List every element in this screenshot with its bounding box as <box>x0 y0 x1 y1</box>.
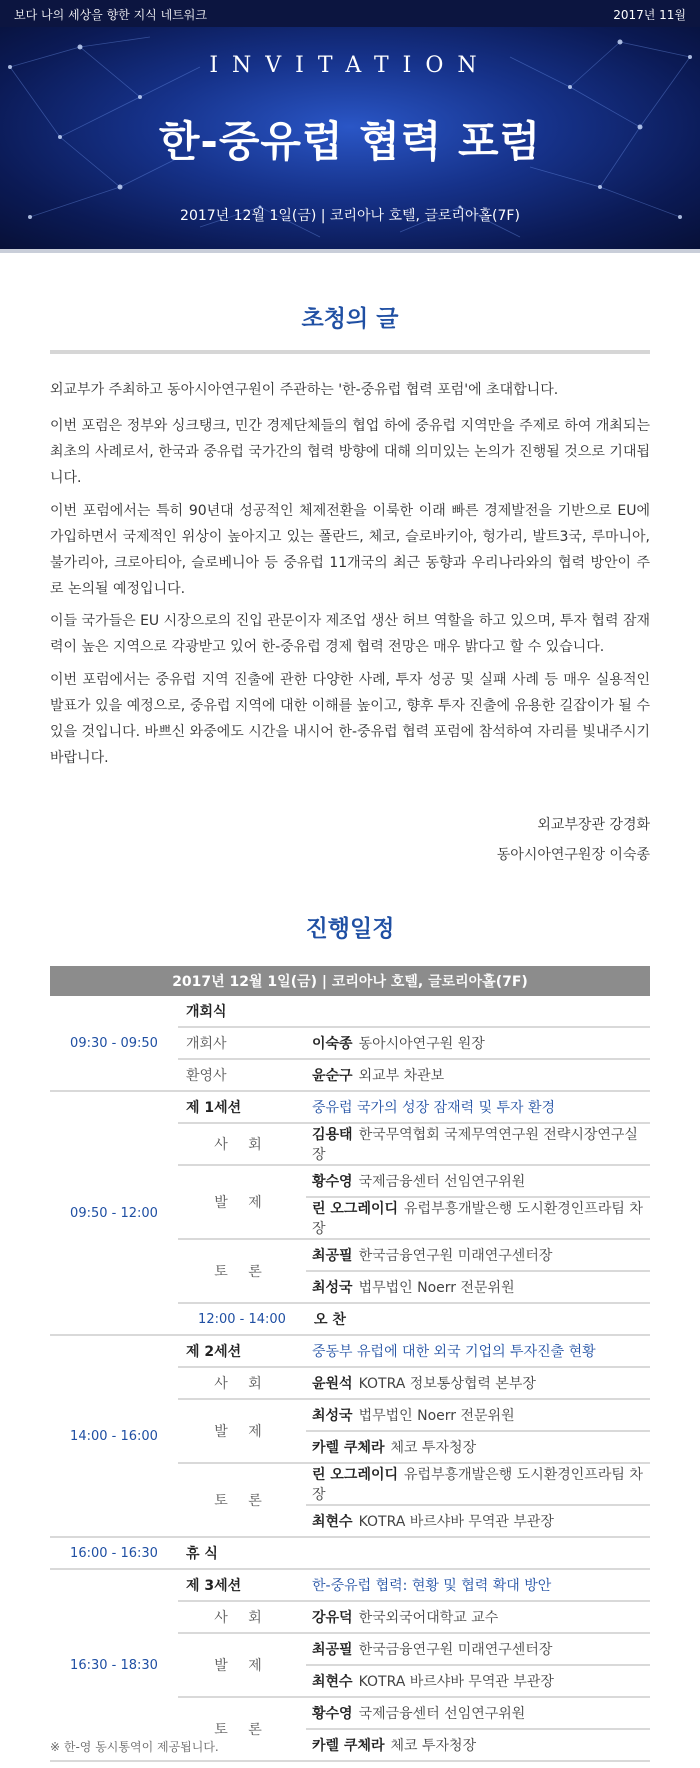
role-label: 환영사 <box>178 1059 306 1091</box>
role-label: 발 제 <box>178 1165 306 1239</box>
speaker-affiliation: 외교부 차관보 <box>358 1068 445 1084</box>
time-slot: 16:30 - 18:30 <box>50 1569 178 1761</box>
speaker-name: 최성국 <box>312 1408 353 1424</box>
speaker-info <box>306 1505 650 1537</box>
issue-date: 2017년 11월 <box>613 8 686 22</box>
speaker-info <box>306 1633 650 1665</box>
speaker-affiliation: 한국금융연구원 미래연구센터장 <box>358 1642 553 1658</box>
forum-title: 한-중유럽 협력 포럼 <box>158 117 542 166</box>
signature-minister: 외교부장관 강경화 <box>537 817 650 833</box>
role-label: 토 론 <box>178 1239 306 1303</box>
speaker-affiliation: 유럽부흥개발은행 도시환경인프라팀 차장 <box>312 1201 643 1237</box>
role-label: 토 론 <box>178 1463 306 1537</box>
time-slot: 16:00 - 16:30 <box>50 1537 178 1569</box>
speaker-affiliation: 한국무역협회 국제무역연구원 전략시장연구실장 <box>312 1127 638 1163</box>
speaker-affiliation: 법무법인 Noerr 전문위원 <box>358 1408 515 1424</box>
time-slot: 09:50 - 12:00 <box>50 1091 178 1335</box>
speaker-affiliation: KOTRA 정보통상협력 본부장 <box>358 1376 536 1392</box>
schedule-table <box>50 966 650 1762</box>
role-label: 발 제 <box>178 1633 306 1697</box>
table-row <box>50 996 650 1027</box>
speaker-affiliation: KOTRA 바르샤바 무역관 부관장 <box>358 1674 554 1690</box>
speaker-info <box>306 1271 650 1303</box>
speaker-info <box>306 1123 650 1165</box>
paragraph: 이번 포럼에서는 중유럽 지역 진출에 관한 다양한 사례, 투자 성공 및 실패 사례 등 매우 실용적인 발표가 있을 예정으로, 중유럽 지역에 대한 이해를 높이고, 향후 투자 진출에 유용한 길잡이가 될 수 있을 것입니다. 바쁘신 와중에도 시간을 내시어 한-중유럽 협력 포럼에 참석하여 자리를 빛내주시기 바랍니다. <box>50 672 650 766</box>
interpretation-note: ※ 한-영 동시통역이 제공됩니다. <box>50 1740 219 1754</box>
speaker-name: 강유덕 <box>312 1610 353 1626</box>
invitation-heading: INVITATION <box>209 53 491 78</box>
session-label: 개회식 <box>178 996 650 1027</box>
speaker-info <box>306 1399 650 1431</box>
speaker-name: 윤원석 <box>312 1376 353 1392</box>
table-row <box>50 1537 650 1569</box>
role-label: 사 회 <box>178 1367 306 1399</box>
speaker-info <box>306 1239 650 1271</box>
speaker-name: 최성국 <box>312 1280 353 1296</box>
section-rule <box>50 350 650 354</box>
speaker-name: 최공필 <box>312 1642 353 1658</box>
paragraph: 이번 포럼에서는 특히 90년대 성공적인 체제전환을 이룩한 이래 빠른 경제발전을 기반으로 EU에 가입하면서 국제적인 위상이 높아지고 있는 폴란드, 체코, 슬로바키아, 헝가리, 발트3국, 루마니아, 불가리아, 크로아티아, 슬로베니아 등 중유럽 11개국의 최근 동향과 우리나라와의 협력 방안이 주로 논의될 예정입니다. <box>50 503 650 597</box>
speaker-name: 황수영 <box>312 1174 353 1190</box>
role-label: 개회사 <box>178 1027 306 1059</box>
speaker-affiliation: 한국외국어대학교 교수 <box>358 1610 499 1626</box>
time-slot: 09:30 - 09:50 <box>50 996 178 1091</box>
table-row <box>50 1335 650 1367</box>
speaker-info <box>306 1665 650 1697</box>
session-label: 제 1세션 <box>178 1091 306 1123</box>
speaker-affiliation: 체코 투자청장 <box>390 1440 477 1456</box>
table-row <box>50 1569 650 1601</box>
speaker-info <box>306 1601 650 1633</box>
speaker-affiliation: 국제금융센터 선임연구위원 <box>358 1174 526 1190</box>
session-topic: 한-중유럽 협력: 현황 및 협력 확대 방안 <box>306 1569 650 1601</box>
speaker-info <box>306 1027 650 1059</box>
speaker-name: 윤순구 <box>312 1068 353 1084</box>
paragraph: 이번 포럼은 정부와 싱크탱크, 민간 경제단체들의 협업 하에 중유럽 지역만을 주제로 하여 개최되는 최초의 사례로서, 한국과 중유럽 국가간의 협력 방향에 대해 의미있는 논의가 진행될 것으로 기대됩니다. <box>50 418 650 486</box>
speaker-affiliation: 동아시아연구원 원장 <box>358 1036 485 1052</box>
speaker-info <box>306 1197 650 1239</box>
speaker-name: 린 오그레이디 <box>312 1201 399 1217</box>
schedule-header: 2017년 12월 1일(금) | 코리아나 호텔, 글로리아홀(7F) <box>50 966 650 996</box>
speaker-affiliation: 한국금융연구원 미래연구센터장 <box>358 1248 553 1264</box>
session-topic: 중동부 유럽에 대한 외국 기업의 투자진출 현황 <box>306 1335 650 1367</box>
speaker-name: 린 오그레이디 <box>312 1467 399 1483</box>
role-label: 토 론 <box>178 1697 306 1761</box>
speaker-affiliation: 유럽부흥개발은행 도시환경인프라팀 차장 <box>312 1467 643 1503</box>
speaker-name: 이숙종 <box>312 1036 353 1052</box>
speaker-name: 카렐 쿠체라 <box>312 1440 385 1456</box>
speaker-affiliation: 법무법인 Noerr 전문위원 <box>358 1280 515 1296</box>
time-slot: 14:00 - 16:00 <box>50 1335 178 1537</box>
signature-president: 동아시아연구원장 이숙종 <box>496 847 650 863</box>
session-label: 오 찬 <box>306 1303 650 1335</box>
top-bar <box>0 0 700 27</box>
speaker-name: 카렐 쿠체라 <box>312 1738 385 1754</box>
speaker-name: 황수영 <box>312 1706 353 1722</box>
session-topic: 중유럽 국가의 성장 잠재력 및 투자 환경 <box>306 1091 650 1123</box>
role-label: 사 회 <box>178 1601 306 1633</box>
speaker-affiliation: 국제금융센터 선임연구위원 <box>358 1706 526 1722</box>
forum-date-venue: 2017년 12월 1일(금) | 코리아나 호텔, 글로리아홀(7F) <box>180 208 520 224</box>
role-label: 발 제 <box>178 1399 306 1463</box>
speaker-info <box>306 1697 650 1729</box>
time-slot: 12:00 - 14:00 <box>178 1303 306 1335</box>
speaker-name: 최공필 <box>312 1248 353 1264</box>
invitation-letter-title: 초청의 글 <box>301 306 399 332</box>
speaker-info <box>306 1367 650 1399</box>
speaker-info <box>306 1059 650 1091</box>
paragraph: 이들 국가들은 EU 시장으로의 진입 관문이자 제조업 생산 허브 역할을 하고 있으며, 투자 협력 잠재력이 높은 지역으로 각광받고 있어 한-중유럽 경제 협력 전망은 매우 밝다고 할 수 있습니다. <box>50 613 650 655</box>
speaker-affiliation: 체코 투자청장 <box>390 1738 477 1754</box>
session-label: 제 2세션 <box>178 1335 306 1367</box>
role-label: 사 회 <box>178 1123 306 1165</box>
speaker-info <box>306 1463 650 1505</box>
paragraph: 외교부가 주최하고 동아시아연구원이 주관하는 '한-중유럽 협력 포럼'에 초대합니다. <box>50 382 559 398</box>
table-row <box>50 1091 650 1123</box>
speaker-affiliation: KOTRA 바르샤바 무역관 부관장 <box>358 1514 554 1530</box>
tagline: 보다 나의 세상을 향한 지식 네트워크 <box>14 8 207 22</box>
session-label: 제 3세션 <box>178 1569 306 1601</box>
speaker-name: 최현수 <box>312 1514 353 1530</box>
schedule-title: 진행일정 <box>305 916 395 942</box>
speaker-name: 최현수 <box>312 1674 353 1690</box>
session-label: 휴 식 <box>178 1537 650 1569</box>
banner-divider <box>0 249 700 253</box>
invitation-banner <box>0 27 700 249</box>
speaker-info <box>306 1729 650 1761</box>
speaker-name: 김용태 <box>312 1127 353 1143</box>
speaker-info <box>306 1165 650 1197</box>
speaker-info <box>306 1431 650 1463</box>
